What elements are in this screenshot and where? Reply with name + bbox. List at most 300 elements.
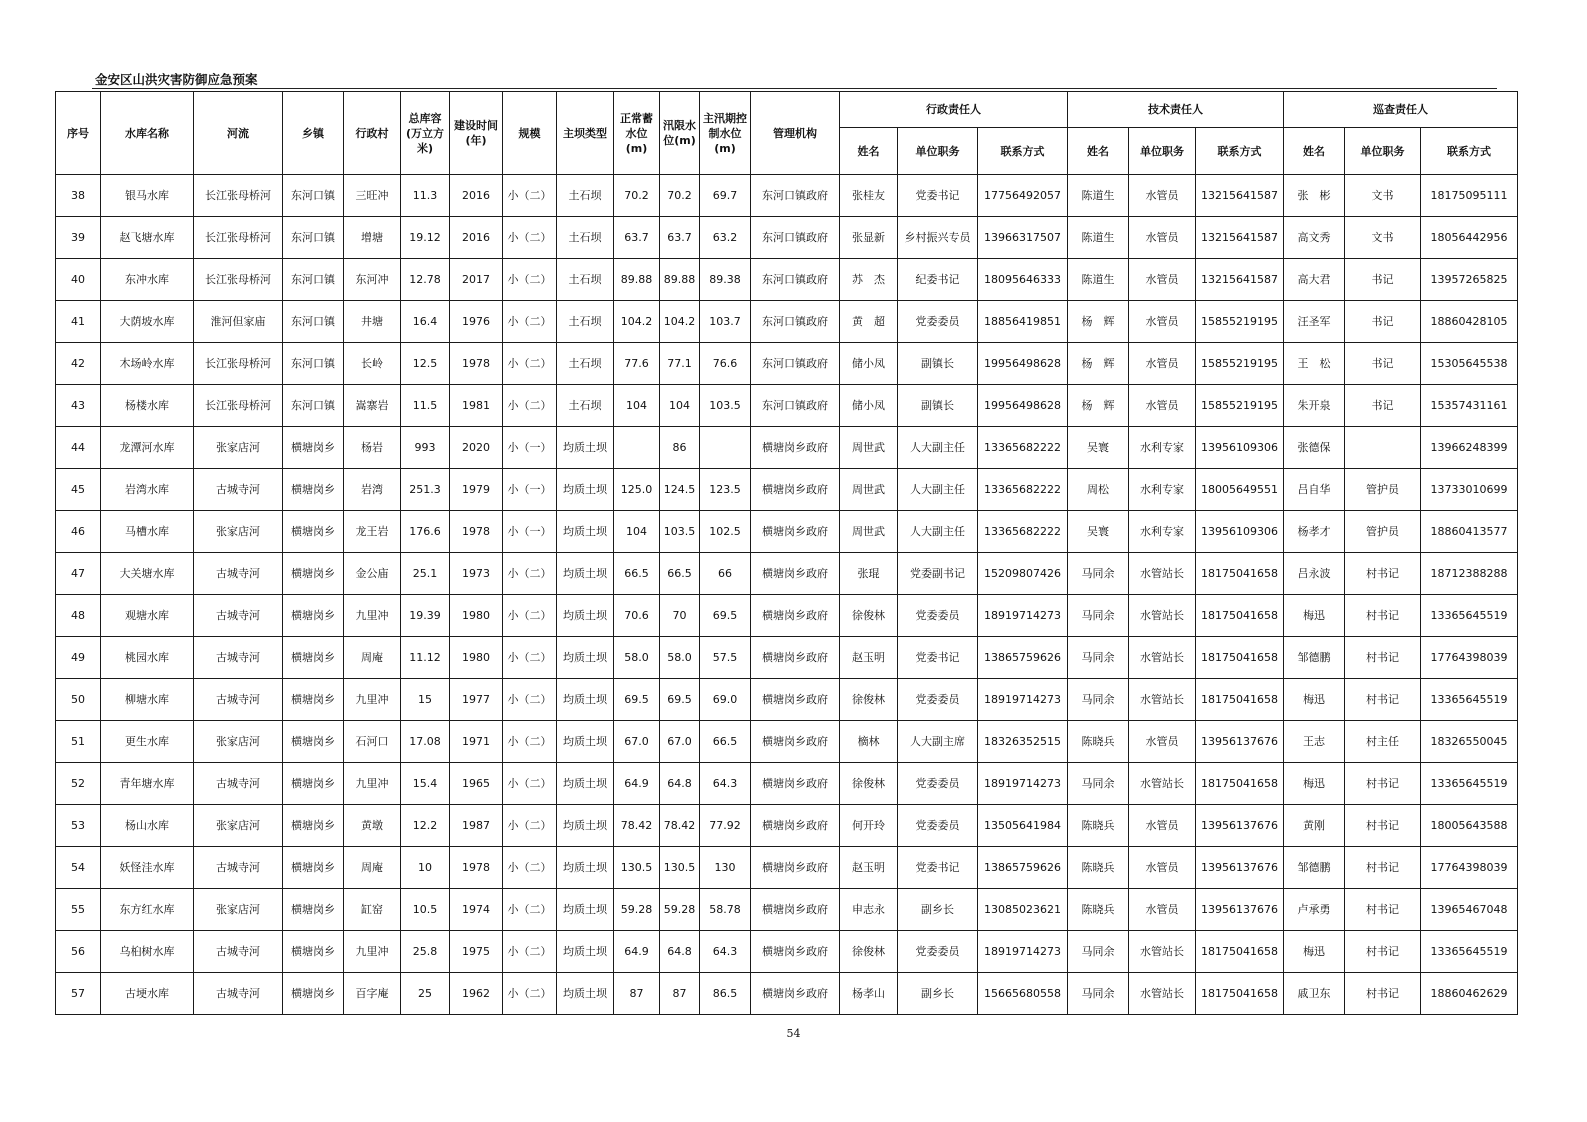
cell-main-flood-level: 76.6 xyxy=(700,343,751,385)
cell-patrol-contact: 17764398039 xyxy=(1421,847,1518,889)
cell-main-flood-level: 102.5 xyxy=(700,511,751,553)
cell-tech-title: 水管员 xyxy=(1129,385,1196,427)
cell-main-flood-level: 64.3 xyxy=(700,763,751,805)
cell-scale: 小（一） xyxy=(503,469,557,511)
cell-tech-title: 水管员 xyxy=(1129,301,1196,343)
cell-admin-contact: 13365682222 xyxy=(978,427,1068,469)
cell-management-agency: 横塘岗乡政府 xyxy=(751,763,840,805)
cell-seq: 47 xyxy=(56,553,101,595)
reservoir-table xyxy=(55,91,1518,1015)
cell-dam-type: 土石坝 xyxy=(557,385,614,427)
cell-seq: 55 xyxy=(56,889,101,931)
cell-reservoir-name: 乌桕树水库 xyxy=(101,931,194,973)
cell-reservoir-name: 杨山水库 xyxy=(101,805,194,847)
cell-admin-contact: 13085023621 xyxy=(978,889,1068,931)
cell-seq: 54 xyxy=(56,847,101,889)
cell-admin-contact: 18326352515 xyxy=(978,721,1068,763)
cell-seq: 51 xyxy=(56,721,101,763)
cell-build-year: 2020 xyxy=(450,427,503,469)
cell-main-flood-level xyxy=(700,427,751,469)
cell-admin-title: 党委委员 xyxy=(898,805,978,847)
cell-town: 东河口镇 xyxy=(283,343,344,385)
header-main-flood-level: 主汛期控制水位(m) xyxy=(700,92,751,175)
cell-flood-limit-level: 104 xyxy=(660,385,700,427)
cell-normal-level: 78.42 xyxy=(614,805,660,847)
cell-river: 长江张母桥河 xyxy=(194,343,283,385)
header-flood-limit: 汛限水位(m) xyxy=(660,92,700,175)
cell-admin-contact: 18856419851 xyxy=(978,301,1068,343)
cell-patrol-name: 高文秀 xyxy=(1284,217,1345,259)
cell-dam-type: 均质土坝 xyxy=(557,553,614,595)
cell-patrol-name: 王 松 xyxy=(1284,343,1345,385)
cell-management-agency: 横塘岗乡政府 xyxy=(751,847,840,889)
cell-town: 横塘岗乡 xyxy=(283,931,344,973)
cell-flood-limit-level: 103.5 xyxy=(660,511,700,553)
cell-town: 横塘岗乡 xyxy=(283,889,344,931)
cell-capacity: 15 xyxy=(401,679,450,721)
cell-tech-name: 陈晓兵 xyxy=(1068,805,1129,847)
cell-town: 横塘岗乡 xyxy=(283,553,344,595)
cell-admin-name: 储小凤 xyxy=(840,385,898,427)
header-admin-title: 单位职务 xyxy=(898,128,978,175)
cell-capacity: 19.12 xyxy=(401,217,450,259)
cell-seq: 45 xyxy=(56,469,101,511)
cell-management-agency: 横塘岗乡政府 xyxy=(751,553,840,595)
cell-flood-limit-level: 87 xyxy=(660,973,700,1015)
cell-tech-name: 马同余 xyxy=(1068,637,1129,679)
cell-tech-title: 水管站长 xyxy=(1129,763,1196,805)
cell-patrol-title xyxy=(1345,427,1421,469)
cell-tech-name: 马同余 xyxy=(1068,553,1129,595)
cell-scale: 小（二） xyxy=(503,721,557,763)
cell-patrol-name: 朱开泉 xyxy=(1284,385,1345,427)
cell-build-year: 1978 xyxy=(450,511,503,553)
cell-patrol-contact: 13365645519 xyxy=(1421,595,1518,637)
cell-flood-limit-level: 130.5 xyxy=(660,847,700,889)
cell-tech-title: 水管员 xyxy=(1129,805,1196,847)
cell-seq: 52 xyxy=(56,763,101,805)
cell-management-agency: 东河口镇政府 xyxy=(751,301,840,343)
cell-capacity: 12.78 xyxy=(401,259,450,301)
cell-admin-contact: 13365682222 xyxy=(978,469,1068,511)
cell-scale: 小（二） xyxy=(503,931,557,973)
cell-flood-limit-level: 64.8 xyxy=(660,763,700,805)
cell-flood-limit-level: 59.28 xyxy=(660,889,700,931)
cell-scale: 小（二） xyxy=(503,889,557,931)
cell-capacity: 16.4 xyxy=(401,301,450,343)
cell-river: 古城寺河 xyxy=(194,469,283,511)
cell-town: 横塘岗乡 xyxy=(283,805,344,847)
cell-admin-contact: 18095646333 xyxy=(978,259,1068,301)
cell-patrol-title: 书记 xyxy=(1345,301,1421,343)
cell-reservoir-name: 东方红水库 xyxy=(101,889,194,931)
cell-village: 东河冲 xyxy=(344,259,401,301)
table-row xyxy=(56,637,1518,679)
cell-tech-name: 陈道生 xyxy=(1068,175,1129,217)
header-patrol-contact: 联系方式 xyxy=(1421,128,1518,175)
cell-town: 横塘岗乡 xyxy=(283,637,344,679)
cell-patrol-name: 邹德鹏 xyxy=(1284,637,1345,679)
cell-tech-contact: 13956137676 xyxy=(1196,889,1284,931)
cell-town: 横塘岗乡 xyxy=(283,427,344,469)
cell-scale: 小（二） xyxy=(503,385,557,427)
cell-scale: 小（二） xyxy=(503,343,557,385)
cell-patrol-contact: 17764398039 xyxy=(1421,637,1518,679)
cell-reservoir-name: 杨楼水库 xyxy=(101,385,194,427)
cell-tech-name: 杨 辉 xyxy=(1068,385,1129,427)
cell-admin-name: 苏 杰 xyxy=(840,259,898,301)
cell-dam-type: 土石坝 xyxy=(557,301,614,343)
cell-build-year: 1962 xyxy=(450,973,503,1015)
cell-admin-contact: 13865759626 xyxy=(978,847,1068,889)
cell-patrol-title: 村书记 xyxy=(1345,805,1421,847)
cell-tech-name: 陈道生 xyxy=(1068,217,1129,259)
cell-seq: 38 xyxy=(56,175,101,217)
cell-build-year: 1976 xyxy=(450,301,503,343)
cell-village: 岩湾 xyxy=(344,469,401,511)
cell-reservoir-name: 木场岭水库 xyxy=(101,343,194,385)
cell-town: 横塘岗乡 xyxy=(283,721,344,763)
cell-patrol-contact: 18056442956 xyxy=(1421,217,1518,259)
cell-capacity: 25 xyxy=(401,973,450,1015)
cell-capacity: 11.5 xyxy=(401,385,450,427)
cell-admin-contact: 18919714273 xyxy=(978,763,1068,805)
cell-management-agency: 东河口镇政府 xyxy=(751,217,840,259)
cell-reservoir-name: 柳塘水库 xyxy=(101,679,194,721)
cell-river: 张家店河 xyxy=(194,805,283,847)
cell-seq: 49 xyxy=(56,637,101,679)
cell-dam-type: 均质土坝 xyxy=(557,721,614,763)
cell-flood-limit-level: 70.2 xyxy=(660,175,700,217)
cell-admin-title: 党委书记 xyxy=(898,637,978,679)
cell-normal-level: 87 xyxy=(614,973,660,1015)
table-row xyxy=(56,805,1518,847)
cell-management-agency: 横塘岗乡政府 xyxy=(751,931,840,973)
cell-flood-limit-level: 58.0 xyxy=(660,637,700,679)
cell-normal-level: 89.88 xyxy=(614,259,660,301)
table-row xyxy=(56,301,1518,343)
cell-build-year: 1975 xyxy=(450,931,503,973)
cell-tech-name: 杨 辉 xyxy=(1068,343,1129,385)
cell-seq: 40 xyxy=(56,259,101,301)
cell-tech-name: 马同余 xyxy=(1068,679,1129,721)
cell-patrol-contact: 13365645519 xyxy=(1421,679,1518,721)
cell-patrol-name: 戚卫东 xyxy=(1284,973,1345,1015)
cell-dam-type: 均质土坝 xyxy=(557,973,614,1015)
cell-reservoir-name: 大荫坡水库 xyxy=(101,301,194,343)
cell-normal-level: 63.7 xyxy=(614,217,660,259)
cell-admin-title: 人大副主任 xyxy=(898,469,978,511)
cell-tech-contact: 13215641587 xyxy=(1196,175,1284,217)
cell-admin-title: 党委副书记 xyxy=(898,553,978,595)
cell-town: 东河口镇 xyxy=(283,385,344,427)
cell-patrol-contact: 18712388288 xyxy=(1421,553,1518,595)
cell-tech-name: 马同余 xyxy=(1068,595,1129,637)
cell-village: 杨岩 xyxy=(344,427,401,469)
cell-admin-name: 储小凤 xyxy=(840,343,898,385)
header-tech-title: 单位职务 xyxy=(1129,128,1196,175)
header-tech-name: 姓名 xyxy=(1068,128,1129,175)
cell-admin-name: 申志永 xyxy=(840,889,898,931)
cell-tech-contact: 18175041658 xyxy=(1196,973,1284,1015)
cell-capacity: 12.2 xyxy=(401,805,450,847)
cell-patrol-title: 村书记 xyxy=(1345,679,1421,721)
cell-town: 横塘岗乡 xyxy=(283,847,344,889)
cell-patrol-contact: 15305645538 xyxy=(1421,343,1518,385)
cell-admin-name: 张琨 xyxy=(840,553,898,595)
table-row xyxy=(56,259,1518,301)
cell-scale: 小（二） xyxy=(503,259,557,301)
cell-admin-name: 周世武 xyxy=(840,427,898,469)
cell-village: 九里冲 xyxy=(344,679,401,721)
cell-village: 九里冲 xyxy=(344,931,401,973)
cell-admin-contact: 13865759626 xyxy=(978,637,1068,679)
cell-dam-type: 均质土坝 xyxy=(557,679,614,721)
cell-admin-title: 党委委员 xyxy=(898,301,978,343)
cell-patrol-name: 黄刚 xyxy=(1284,805,1345,847)
cell-flood-limit-level: 78.42 xyxy=(660,805,700,847)
cell-normal-level: 130.5 xyxy=(614,847,660,889)
cell-admin-name: 赵玉明 xyxy=(840,847,898,889)
cell-village: 长岭 xyxy=(344,343,401,385)
cell-reservoir-name: 赵飞塘水库 xyxy=(101,217,194,259)
cell-capacity: 251.3 xyxy=(401,469,450,511)
cell-patrol-title: 村书记 xyxy=(1345,847,1421,889)
cell-admin-title: 党委书记 xyxy=(898,847,978,889)
cell-capacity: 993 xyxy=(401,427,450,469)
cell-admin-title: 副乡长 xyxy=(898,973,978,1015)
cell-patrol-name: 吕自华 xyxy=(1284,469,1345,511)
table-row xyxy=(56,763,1518,805)
cell-reservoir-name: 龙潭河水库 xyxy=(101,427,194,469)
cell-patrol-title: 村主任 xyxy=(1345,721,1421,763)
cell-dam-type: 均质土坝 xyxy=(557,511,614,553)
cell-management-agency: 东河口镇政府 xyxy=(751,259,840,301)
cell-dam-type: 均质土坝 xyxy=(557,889,614,931)
cell-management-agency: 横塘岗乡政府 xyxy=(751,595,840,637)
cell-tech-title: 水管员 xyxy=(1129,343,1196,385)
cell-dam-type: 土石坝 xyxy=(557,343,614,385)
cell-scale: 小（二） xyxy=(503,217,557,259)
cell-town: 横塘岗乡 xyxy=(283,763,344,805)
cell-tech-title: 水管站长 xyxy=(1129,679,1196,721)
cell-admin-name: 徐俊林 xyxy=(840,679,898,721)
cell-patrol-name: 吕永波 xyxy=(1284,553,1345,595)
cell-admin-name: 黄 超 xyxy=(840,301,898,343)
cell-river: 古城寺河 xyxy=(194,595,283,637)
cell-flood-limit-level: 77.1 xyxy=(660,343,700,385)
cell-admin-contact: 18919714273 xyxy=(978,931,1068,973)
cell-capacity: 25.8 xyxy=(401,931,450,973)
cell-patrol-title: 文书 xyxy=(1345,175,1421,217)
cell-admin-title: 副镇长 xyxy=(898,385,978,427)
cell-seq: 43 xyxy=(56,385,101,427)
cell-tech-contact: 15855219195 xyxy=(1196,385,1284,427)
cell-management-agency: 横塘岗乡政府 xyxy=(751,469,840,511)
cell-river: 长江张母桥河 xyxy=(194,175,283,217)
header-patrol-group: 巡查责任人 xyxy=(1284,92,1518,128)
cell-river: 长江张母桥河 xyxy=(194,385,283,427)
cell-seq: 50 xyxy=(56,679,101,721)
cell-normal-level: 77.6 xyxy=(614,343,660,385)
cell-village: 九里冲 xyxy=(344,763,401,805)
cell-village: 黄墩 xyxy=(344,805,401,847)
cell-normal-level: 125.0 xyxy=(614,469,660,511)
header-river: 河流 xyxy=(194,92,283,175)
cell-dam-type: 均质土坝 xyxy=(557,595,614,637)
cell-dam-type: 均质土坝 xyxy=(557,805,614,847)
table-row xyxy=(56,847,1518,889)
cell-village: 金公庙 xyxy=(344,553,401,595)
cell-patrol-name: 梅迅 xyxy=(1284,763,1345,805)
cell-main-flood-level: 64.3 xyxy=(700,931,751,973)
table-row xyxy=(56,175,1518,217)
cell-tech-name: 马同余 xyxy=(1068,763,1129,805)
cell-patrol-name: 梅迅 xyxy=(1284,679,1345,721)
cell-main-flood-level: 86.5 xyxy=(700,973,751,1015)
cell-scale: 小（二） xyxy=(503,301,557,343)
cell-flood-limit-level: 67.0 xyxy=(660,721,700,763)
cell-river: 古城寺河 xyxy=(194,679,283,721)
cell-main-flood-level: 69.5 xyxy=(700,595,751,637)
cell-patrol-contact: 15357431161 xyxy=(1421,385,1518,427)
cell-dam-type: 均质土坝 xyxy=(557,763,614,805)
cell-village: 九里冲 xyxy=(344,595,401,637)
cell-admin-name: 周世武 xyxy=(840,469,898,511)
cell-capacity: 19.39 xyxy=(401,595,450,637)
cell-main-flood-level: 66.5 xyxy=(700,721,751,763)
cell-scale: 小（二） xyxy=(503,763,557,805)
cell-flood-limit-level: 124.5 xyxy=(660,469,700,511)
cell-patrol-name: 王志 xyxy=(1284,721,1345,763)
cell-patrol-title: 村书记 xyxy=(1345,637,1421,679)
cell-tech-name: 陈晓兵 xyxy=(1068,889,1129,931)
cell-build-year: 1974 xyxy=(450,889,503,931)
cell-management-agency: 横塘岗乡政府 xyxy=(751,889,840,931)
cell-dam-type: 均质土坝 xyxy=(557,427,614,469)
page-number: 54 xyxy=(786,1027,801,1040)
cell-admin-name: 徐俊林 xyxy=(840,763,898,805)
cell-scale: 小（二） xyxy=(503,637,557,679)
cell-reservoir-name: 古埂水库 xyxy=(101,973,194,1015)
cell-river: 古城寺河 xyxy=(194,847,283,889)
cell-patrol-contact: 13965467048 xyxy=(1421,889,1518,931)
cell-patrol-contact: 18860462629 xyxy=(1421,973,1518,1015)
cell-admin-title: 党委委员 xyxy=(898,679,978,721)
cell-reservoir-name: 东冲水库 xyxy=(101,259,194,301)
cell-admin-title: 党委委员 xyxy=(898,595,978,637)
cell-tech-contact: 15855219195 xyxy=(1196,301,1284,343)
header-admin-name: 姓名 xyxy=(840,128,898,175)
cell-tech-title: 水管站长 xyxy=(1129,637,1196,679)
cell-reservoir-name: 银马水库 xyxy=(101,175,194,217)
cell-build-year: 1978 xyxy=(450,343,503,385)
cell-normal-level: 64.9 xyxy=(614,763,660,805)
cell-tech-title: 水管站长 xyxy=(1129,553,1196,595)
cell-capacity: 10 xyxy=(401,847,450,889)
cell-main-flood-level: 77.92 xyxy=(700,805,751,847)
cell-tech-contact: 13956137676 xyxy=(1196,847,1284,889)
cell-management-agency: 横塘岗乡政府 xyxy=(751,427,840,469)
cell-village: 缸窑 xyxy=(344,889,401,931)
cell-scale: 小（二） xyxy=(503,805,557,847)
document-title: 金安区山洪灾害防御应急预案 xyxy=(95,72,258,87)
header-patrol-name: 姓名 xyxy=(1284,128,1345,175)
cell-build-year: 1978 xyxy=(450,847,503,889)
cell-capacity: 11.3 xyxy=(401,175,450,217)
header-village: 行政村 xyxy=(344,92,401,175)
cell-town: 东河口镇 xyxy=(283,301,344,343)
cell-dam-type: 土石坝 xyxy=(557,175,614,217)
cell-main-flood-level: 89.38 xyxy=(700,259,751,301)
header-seq: 序号 xyxy=(56,92,101,175)
cell-capacity: 15.4 xyxy=(401,763,450,805)
cell-management-agency: 横塘岗乡政府 xyxy=(751,511,840,553)
cell-admin-contact: 15665680558 xyxy=(978,973,1068,1015)
cell-scale: 小（二） xyxy=(503,847,557,889)
cell-reservoir-name: 观塘水库 xyxy=(101,595,194,637)
cell-reservoir-name: 青年塘水库 xyxy=(101,763,194,805)
cell-patrol-contact: 18860413577 xyxy=(1421,511,1518,553)
header-capacity: 总库容(万立方米) xyxy=(401,92,450,175)
cell-tech-title: 水利专家 xyxy=(1129,511,1196,553)
cell-admin-title: 副乡长 xyxy=(898,889,978,931)
cell-village: 井塘 xyxy=(344,301,401,343)
cell-build-year: 1980 xyxy=(450,637,503,679)
cell-normal-level: 58.0 xyxy=(614,637,660,679)
cell-tech-contact: 15855219195 xyxy=(1196,343,1284,385)
cell-admin-title: 人大副主席 xyxy=(898,721,978,763)
table-row xyxy=(56,427,1518,469)
cell-dam-type: 均质土坝 xyxy=(557,931,614,973)
cell-main-flood-level: 123.5 xyxy=(700,469,751,511)
cell-admin-contact: 17756492057 xyxy=(978,175,1068,217)
cell-admin-contact: 18919714273 xyxy=(978,595,1068,637)
cell-reservoir-name: 更生水库 xyxy=(101,721,194,763)
table-row xyxy=(56,343,1518,385)
header-dam-type: 主坝类型 xyxy=(557,92,614,175)
cell-main-flood-level: 57.5 xyxy=(700,637,751,679)
table-row xyxy=(56,973,1518,1015)
cell-capacity: 12.5 xyxy=(401,343,450,385)
cell-flood-limit-level: 64.8 xyxy=(660,931,700,973)
header-mgmt: 管理机构 xyxy=(751,92,840,175)
cell-admin-title: 党委委员 xyxy=(898,931,978,973)
cell-admin-contact: 15209807426 xyxy=(978,553,1068,595)
cell-tech-contact: 13215641587 xyxy=(1196,217,1284,259)
cell-admin-name: 张桂友 xyxy=(840,175,898,217)
cell-tech-contact: 13215641587 xyxy=(1196,259,1284,301)
cell-town: 横塘岗乡 xyxy=(283,679,344,721)
cell-reservoir-name: 妖怪洼水库 xyxy=(101,847,194,889)
cell-admin-title: 人大副主任 xyxy=(898,427,978,469)
cell-patrol-name: 卢承勇 xyxy=(1284,889,1345,931)
cell-management-agency: 东河口镇政府 xyxy=(751,343,840,385)
cell-river: 古城寺河 xyxy=(194,763,283,805)
cell-flood-limit-level: 70 xyxy=(660,595,700,637)
cell-tech-contact: 18175041658 xyxy=(1196,763,1284,805)
cell-admin-name: 徐俊林 xyxy=(840,931,898,973)
cell-admin-contact: 19956498628 xyxy=(978,343,1068,385)
header-admin-contact: 联系方式 xyxy=(978,128,1068,175)
cell-management-agency: 横塘岗乡政府 xyxy=(751,721,840,763)
table-row xyxy=(56,511,1518,553)
header-tech-contact: 联系方式 xyxy=(1196,128,1284,175)
cell-patrol-name: 梅迅 xyxy=(1284,595,1345,637)
cell-dam-type: 均质土坝 xyxy=(557,847,614,889)
cell-tech-title: 水管员 xyxy=(1129,175,1196,217)
cell-tech-title: 水管站长 xyxy=(1129,973,1196,1015)
